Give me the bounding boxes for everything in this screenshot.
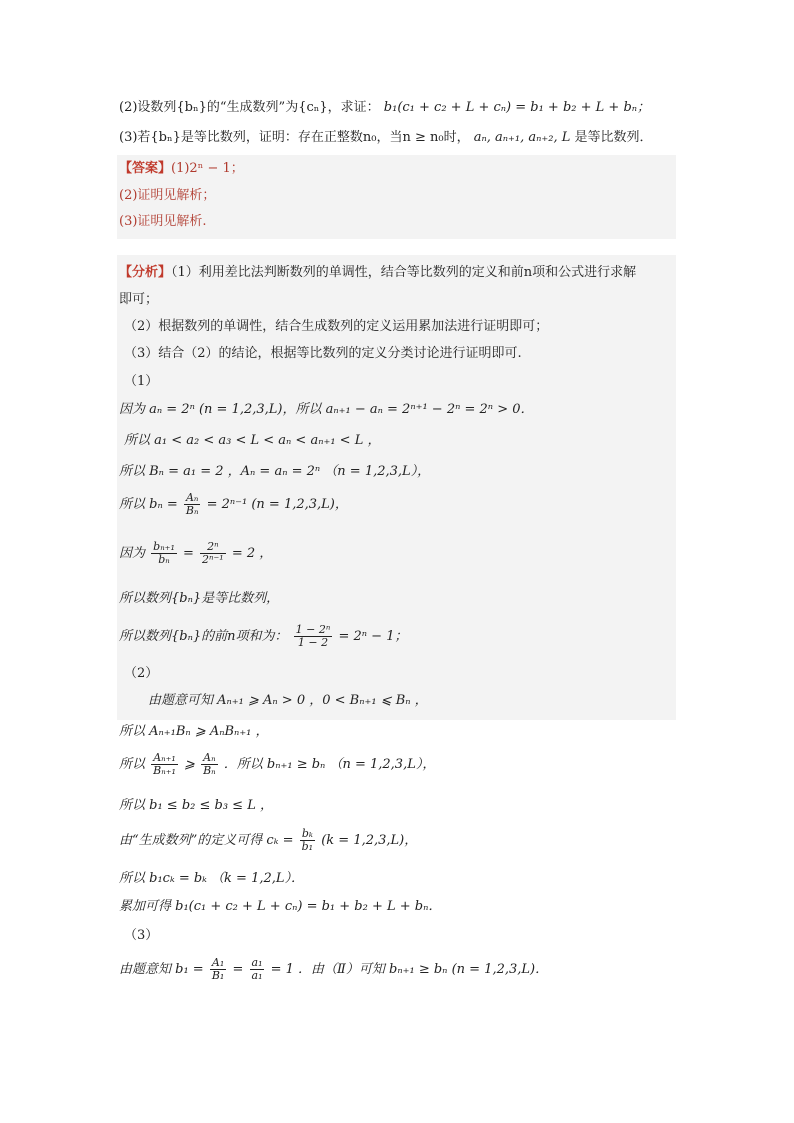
question-3-formula: aₙ, aₙ₊₁, aₙ₊₂, L [473,130,571,145]
solution-t3: 所以 $\frac{\text{Aₙ₊₁}}{\text{Bₙ₊₁}}$ ⩾ $\frac{\text{Aₙ}}{\text{Bₙ}}$ ．所以 bₙ₊₁ ≥ bₙ （n = 1,2,3,L）， [119,751,436,777]
solution-t4: 所以 b₁ ≤ b₂ ≤ b₃ ≤ L ， [119,798,273,813]
t5-fraction [300,828,315,853]
analysis-p2: （2）根据数列的单调性，结合生成数列的定义运用累加法进行证明即可； [124,319,549,334]
s7-num: 1 − 2ⁿ [295,623,331,636]
solution-s7 [119,624,407,649]
answer-1: (1)2ⁿ − 1； [171,161,244,176]
u1-den1: B₁ [211,969,225,982]
t3-num2: Aₙ [201,752,218,765]
t3-den1: Bₙ₊₁ [153,764,176,777]
s5-pre: 因为 [119,546,146,561]
t3-fraction-1 [151,752,178,777]
solution-heading-2: （2） [124,666,159,681]
question-2-text: (2)设数列{bₙ}的“生成数列”为{cₙ}，求证： [119,100,380,115]
analysis-label: 【分析】 [119,265,172,280]
s5-fraction-2 [200,541,226,566]
analysis-line-1 [119,264,636,282]
u1-fraction-1 [210,957,227,982]
solution-s2: 所以 a₁ < a₂ < a₃ < L < aₙ < aₙ₊₁ < L ， [124,433,381,448]
t3-num1: Aₙ₊₁ [151,752,178,765]
s5-den1: bₙ [158,553,170,566]
s4-fraction [184,492,201,517]
u1-post: = 1 ．由（Ⅱ）可知 bₙ₊₁ ≥ bₙ (n = 1,2,3,L)． [270,962,549,977]
t5-pre: 由“生成数列”的定义可得 cₖ = [119,833,294,848]
s7-post: = 2ⁿ − 1； [338,629,408,644]
solution-heading-1: （1） [124,374,159,389]
t5-num: bₖ [300,828,315,841]
solution-u1: 由题意知 b₁ = $\frac{\text{A₁}}{\text{B₁}}$ = $\frac{\text{a₁}}{\text{a₁}}$ = 1 ．由（Ⅱ）可知 bₙ₊₁ ≥ bₙ (n = 1,2,3,L)． [119,956,549,982]
t3-post: ．所以 bₙ₊₁ ≥ bₙ （n = 1,2,3,L）， [223,757,436,772]
solution-s5: 因为 $\frac{\text{bₙ₊₁}}{\text{bₙ}}$ = $\frac{\text{2ⁿ}}{\text{2ⁿ⁻¹}}$ = 2 ， [119,540,273,566]
solution-t1: 由题意可知 Aₙ₊₁ ⩾ Aₙ > 0 ，0 < Bₙ₊₁ ⩽ Bₙ ， [148,693,428,708]
s5-fraction-1 [151,541,177,566]
t3-fraction-2 [201,752,218,777]
answer-2: (2)证明见解析； [119,188,216,203]
solution-t7: 累加可得 b₁(c₁ + c₂ + L + cₙ) = b₁ + b₂ + L + bₙ． [119,899,442,914]
s7-pre: 所以数列{bₙ}的前n项和为： [119,629,288,644]
t5-post: (k = 1,2,3,L)， [321,833,418,848]
s5-den2: 2ⁿ⁻¹ [202,553,224,566]
s5-post: = 2 ， [231,546,273,561]
s7-fraction [294,624,333,649]
t3-den2: Bₙ [203,764,216,777]
answer-3: (3)证明见解析. [119,214,207,229]
solution-s4 [119,492,348,517]
s4-num: Aₙ [184,492,201,505]
analysis-p1b: 即可； [119,292,159,307]
s7-den: 1 − 2 [297,636,329,649]
u1-fraction-2 [250,957,265,982]
u1-den2: a₁ [251,969,263,982]
question-3-end: 是等比数列． [574,130,653,145]
solution-s1: 因为 aₙ = 2ⁿ (n = 1,2,3,L)，所以 aₙ₊₁ − aₙ = 2ⁿ⁺¹ − 2ⁿ = 2ⁿ > 0． [119,402,534,417]
s4-den: Bₙ [185,504,199,517]
answer-line-1 [119,160,244,178]
solution-s3: 所以 Bₙ = a₁ = 2 ，Aₙ = aₙ = 2ⁿ （n = 1,2,3,L）， [119,464,431,479]
s5-num2: 2ⁿ [200,541,226,554]
t3-pre: 所以 [119,757,146,772]
question-2 [119,99,650,117]
t5-den: b₁ [301,840,314,853]
u1-num1: A₁ [210,957,227,970]
solution-s6: 所以数列{bₙ}是等比数列， [119,591,280,606]
question-3-text: (3)若{bₙ}是等比数列，证明：存在正整数n₀，当n ≥ n₀时， [119,130,470,145]
analysis-p1: （1）利用差比法判断数列的单调性，结合等比数列的定义和前n项和公式进行求解 [171,265,637,280]
question-2-formula: b₁(c₁ + c₂ + L + cₙ) = b₁ + b₂ + L + bₙ； [383,100,651,115]
s5-num1: bₙ₊₁ [153,540,175,553]
solution-t2: 所以 Aₙ₊₁Bₙ ⩾ AₙBₙ₊₁ ， [119,724,269,739]
u1-num2: a₁ [251,956,263,969]
solution-t6: 所以 b₁cₖ = bₖ （k = 1,2,L）． [119,871,305,886]
u1-pre: 由题意知 b₁ = [119,962,204,977]
answer-label: 【答案】 [119,161,172,176]
analysis-p3: （3）结合（2）的结论，根据等比数列的定义分类讨论进行证明即可. [124,346,522,361]
question-3 [119,129,653,147]
solution-t5 [119,828,417,853]
solution-heading-3: （3） [124,928,159,943]
s4-pre: 所以 bₙ = [119,497,178,512]
s4-post: = 2ⁿ⁻¹ (n = 1,2,3,L)， [206,497,348,512]
